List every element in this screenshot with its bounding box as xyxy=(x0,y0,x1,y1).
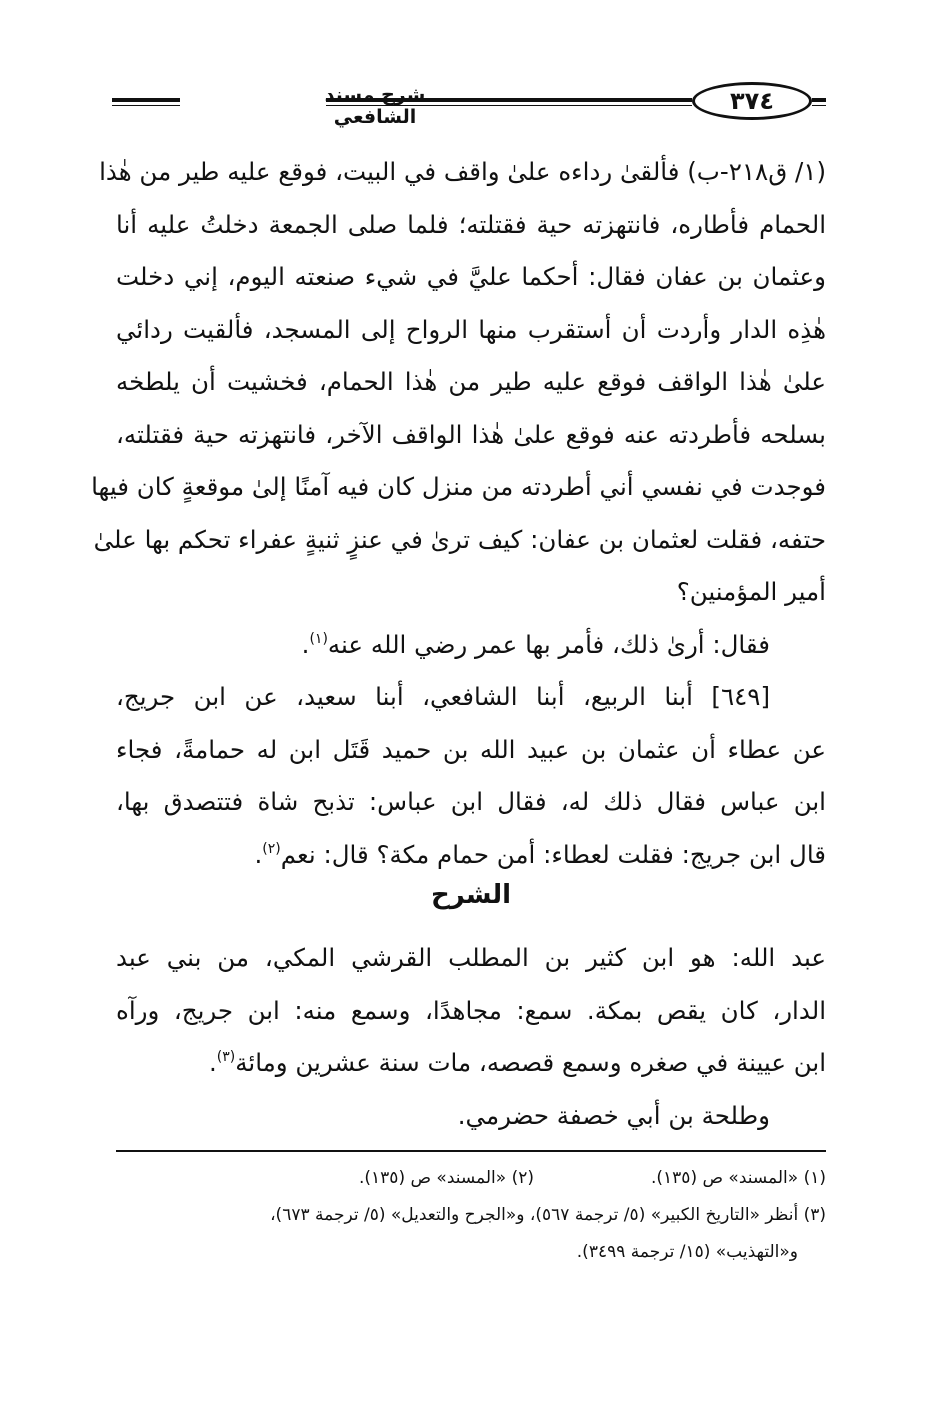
answer-line: فقال: أرىٰ ذلك، فأمر بها عمر رضي الله عنه$^{(١)}$. xyxy=(301,629,770,659)
commentary-line: ابن عيينة في صغره وسمع قصصه، مات سنة عشرين ومائة$^{(٣)}$. xyxy=(208,1048,826,1077)
footnote-row xyxy=(110,1160,826,1197)
footnote-ref-3: (٣) xyxy=(216,1049,236,1065)
text-line: فوجدت في نفسي أني أطردته من منزل كان فيه آمنًا إلىٰ موقعةٍ كان فيها xyxy=(91,472,826,501)
header-rule-right-thin xyxy=(812,105,826,106)
hadith-last-text: قال ابن جريج: فقلت لعطاء: أمن حمام مكة؟ قال: نعم xyxy=(280,839,826,869)
footnote-1: (١) «المسند» ص (١٣٥). xyxy=(650,1168,826,1188)
footnote-2: (٢) «المسند» ص (١٣٥). xyxy=(358,1168,534,1188)
header-rule-middle-thick xyxy=(326,98,692,102)
commentary-text xyxy=(116,932,826,1142)
text-line: حتفه، فقلت لعثمان بن عفان: كيف ترىٰ في عنزٍ ثنيةٍ عفراء تحكم بها علىٰ xyxy=(93,524,826,554)
hadith-line: قال ابن جريج: فقلت لعطاء: أمن حمام مكة؟ قال: نعم$^{(٢)}$. xyxy=(254,839,826,869)
footnote-ref-1: (١) xyxy=(309,630,328,647)
text-line: الحمام فأطاره، فانتهزته حية فقتلته؛ فلما صلى الجمعة دخلتُ عليه أنا xyxy=(116,209,826,239)
text-line: هٰذِه الدار وأردت أن أستقرب منها الرواح إلى المسجد، فألقيت ردائي xyxy=(116,314,826,344)
footnote-3-continued: و«التهذيب» (١٥/ ترجمة ٣٤٩٩). xyxy=(576,1242,798,1262)
hadith-line: ابن عباس فقال ذلك له، فقال ابن عباس: تذبح شاة فتتصدق بها، xyxy=(116,787,826,816)
commentary-line: عبد الله: هو ابن كثير بن المطلب القرشي المكي، من بني عبد xyxy=(116,943,826,972)
commentary-last-text: ابن عيينة في صغره وسمع قصصه، مات سنة عشرين ومائة xyxy=(235,1048,826,1077)
header-rule-left-thick xyxy=(112,98,180,102)
page-number: ٣٧٤ xyxy=(692,82,812,120)
header-rule-right-thick xyxy=(812,98,826,102)
footnote-3: (٣) أنظر «التاريخ الكبير» (٥/ ترجمة ٥٦٧)، و«الجرح والتعديل» (٥/ ترجمة ٦٧٣)، xyxy=(270,1205,826,1225)
text-line: علىٰ هٰذا الواقف فوقع عليه طير من هٰذا الحمام، فخشيت أن يلطخه xyxy=(116,367,826,396)
running-title: شرح مسند الشافعي xyxy=(324,84,426,128)
answer-text: فقال: أرىٰ ذلك، فأمر بها عمر رضي الله عنه xyxy=(327,629,770,659)
text-line: وعثمان بن عفان فقال: أحكما عليَّ في شيء صنعته اليوم، إني دخلت xyxy=(116,262,826,291)
main-text xyxy=(91,146,826,881)
section-heading: الشرح xyxy=(430,880,512,910)
header-rule-left-thin xyxy=(112,105,180,106)
text-line: بسلحه فأطردته عنه فوقع علىٰ هٰذا الواقف الآخر، فانتهزته حية فقتلته، xyxy=(116,419,826,449)
commentary-line: الدار، كان يقص بمكة. سمع: مجاهدًا، وسمع منه: ابن جريج، ورآه xyxy=(116,995,826,1025)
footnotes xyxy=(110,1160,826,1271)
commentary-line: وطلحة بن أبي خصفة حضرمي. xyxy=(457,1100,770,1130)
hadith-line: عن عطاء أن عثمان بن عبيد الله بن حميد قَتَل ابن له حمامةً، فجاء xyxy=(116,734,826,764)
page-header xyxy=(112,82,826,128)
text-line: (١/ ق٢١٨-ب) فألقىٰ رداءه علىٰ واقف في البيت، فوقع عليه طير من هٰذا xyxy=(99,157,826,186)
footnote-ref-2: (٢) xyxy=(262,840,281,857)
footnote-separator xyxy=(116,1150,826,1152)
hadith-line: [٦٤٩] أبنا الربيع، أبنا الشافعي، أبنا سعيد، عن ابن جريج، xyxy=(116,682,770,711)
header-rule-middle-thin xyxy=(326,105,692,106)
text-line: أمير المؤمنين؟ xyxy=(676,577,826,606)
